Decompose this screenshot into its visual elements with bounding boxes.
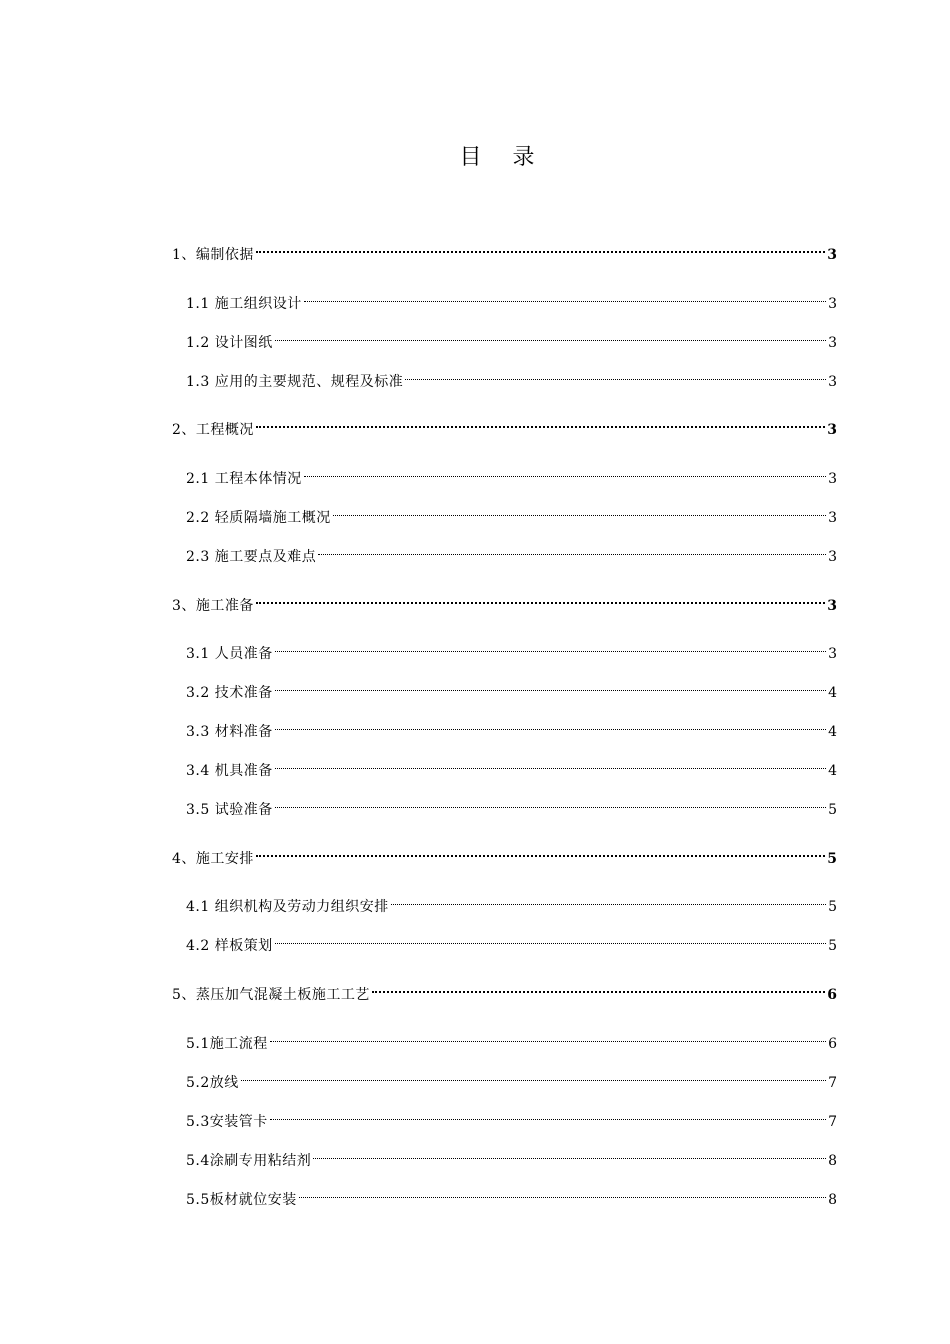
toc-entry-page-number: 4	[828, 685, 837, 701]
toc-entry-page-number: 3	[828, 510, 837, 526]
toc-entry-page-number: 3	[828, 549, 837, 565]
toc-entry-label: 3.1 人员准备	[186, 646, 273, 662]
toc-entry-label: 1.2 设计图纸	[186, 335, 273, 351]
toc-entry[interactable]	[186, 325, 837, 351]
toc-entry[interactable]	[172, 237, 837, 263]
toc-entry[interactable]	[186, 1143, 837, 1169]
toc-entry-label: 4.2 样板策划	[186, 938, 273, 954]
toc-entry[interactable]	[172, 412, 837, 438]
toc-entry-label: 3.5 试验准备	[186, 802, 273, 818]
toc-entry-label: 5.5板材就位安装	[186, 1192, 297, 1208]
toc-entry[interactable]	[186, 461, 837, 487]
toc-entry[interactable]	[172, 588, 837, 614]
toc-entry-page-number: 3	[827, 422, 837, 438]
toc-entry-label: 4、施工安排	[172, 851, 254, 867]
toc-entry[interactable]	[186, 539, 837, 565]
toc-entry-label: 5、蒸压加气混凝土板施工工艺	[172, 987, 370, 1003]
toc-dot-leader	[318, 539, 826, 561]
toc-entry-page-number: 7	[828, 1075, 837, 1091]
toc-entry-label: 2.1 工程本体情况	[186, 471, 302, 487]
toc-entry-label: 3.4 机具准备	[186, 763, 273, 779]
toc-entry-label: 2.3 施工要点及难点	[186, 549, 317, 565]
toc-entry-label: 3、施工准备	[172, 598, 254, 614]
toc-dot-leader	[275, 792, 826, 814]
toc-entry-page-number: 7	[828, 1114, 837, 1130]
toc-dot-leader	[304, 461, 826, 483]
toc-entry[interactable]	[186, 286, 837, 312]
toc-entry-page-number: 8	[828, 1192, 837, 1208]
toc-entry-page-number: 6	[828, 1036, 837, 1052]
toc-entry[interactable]	[186, 636, 837, 662]
toc-entry-page-number: 4	[828, 763, 837, 779]
toc-entry[interactable]	[186, 1182, 837, 1208]
toc-dot-leader	[275, 325, 826, 347]
toc-entry-label: 5.1施工流程	[186, 1036, 268, 1052]
toc-dot-leader	[275, 675, 826, 697]
toc-title: 目 录	[459, 145, 547, 170]
toc-dot-leader	[304, 286, 826, 308]
toc-dot-leader	[270, 1104, 826, 1126]
toc-entry-label: 1.3 应用的主要规范、规程及标准	[186, 374, 404, 390]
toc-entry-label: 5.2放线	[186, 1075, 239, 1091]
toc-dot-leader	[256, 412, 825, 434]
toc-dot-leader	[241, 1065, 826, 1087]
toc-dot-leader	[333, 500, 826, 522]
toc-entry-page-number: 3	[828, 646, 837, 662]
toc-dot-leader	[391, 889, 826, 911]
toc-entry-page-number: 5	[828, 899, 837, 915]
toc-dot-leader	[270, 1026, 826, 1048]
toc-entry[interactable]	[186, 714, 837, 740]
toc-dot-leader	[275, 753, 826, 775]
toc-dot-leader	[405, 364, 826, 386]
toc-dot-leader	[372, 977, 825, 999]
toc-dot-leader	[275, 928, 826, 950]
toc-entry[interactable]	[186, 1026, 837, 1052]
toc-entry-label: 1.1 施工组织设计	[186, 296, 302, 312]
toc-entry-label: 3.2 技术准备	[186, 685, 273, 701]
toc-entry[interactable]	[186, 675, 837, 701]
toc-entry-page-number: 8	[828, 1153, 837, 1169]
toc-dot-leader	[275, 714, 826, 736]
toc-entry-page-number: 3	[827, 598, 837, 614]
toc-dot-leader	[299, 1182, 826, 1204]
toc-dot-leader	[256, 237, 825, 259]
toc-entry-page-number: 3	[828, 296, 837, 312]
toc-entry-label: 5.3安装管卡	[186, 1114, 268, 1130]
toc-entry-label: 3.3 材料准备	[186, 724, 273, 740]
toc-entry-page-number: 4	[828, 724, 837, 740]
toc-entry[interactable]	[186, 500, 837, 526]
toc-entry-page-number: 5	[828, 938, 837, 954]
toc-entry[interactable]	[186, 889, 837, 915]
toc-dot-leader	[256, 841, 825, 863]
toc-entry-label: 4.1 组织机构及劳动力组织安排	[186, 899, 389, 915]
toc-entry-label: 5.4涂刷专用粘结剂	[186, 1153, 312, 1169]
toc-entry[interactable]	[172, 977, 837, 1003]
toc-entry[interactable]	[186, 364, 837, 390]
toc-entry[interactable]	[186, 928, 837, 954]
toc-entry-page-number: 5	[827, 851, 837, 867]
toc-entry-label: 2.2 轻质隔墙施工概况	[186, 510, 331, 526]
toc-entry-label: 1、编制依据	[172, 247, 254, 263]
toc-entry-page-number: 3	[828, 335, 837, 351]
toc-entry-page-number: 6	[827, 987, 837, 1003]
toc-entry[interactable]	[186, 1065, 837, 1091]
toc-entry-page-number: 3	[828, 471, 837, 487]
toc-entry-page-number: 5	[828, 802, 837, 818]
toc-entry[interactable]	[172, 841, 837, 867]
toc-entry[interactable]	[186, 1104, 837, 1130]
toc-entry[interactable]	[186, 753, 837, 779]
toc-entry-label: 2、工程概况	[172, 422, 254, 438]
toc-dot-leader	[313, 1143, 826, 1165]
toc-dot-leader	[275, 636, 826, 658]
toc-dot-leader	[256, 588, 825, 610]
toc-entry-page-number: 3	[828, 374, 837, 390]
toc-entry-page-number: 3	[827, 247, 837, 263]
toc-entry[interactable]	[186, 792, 837, 818]
